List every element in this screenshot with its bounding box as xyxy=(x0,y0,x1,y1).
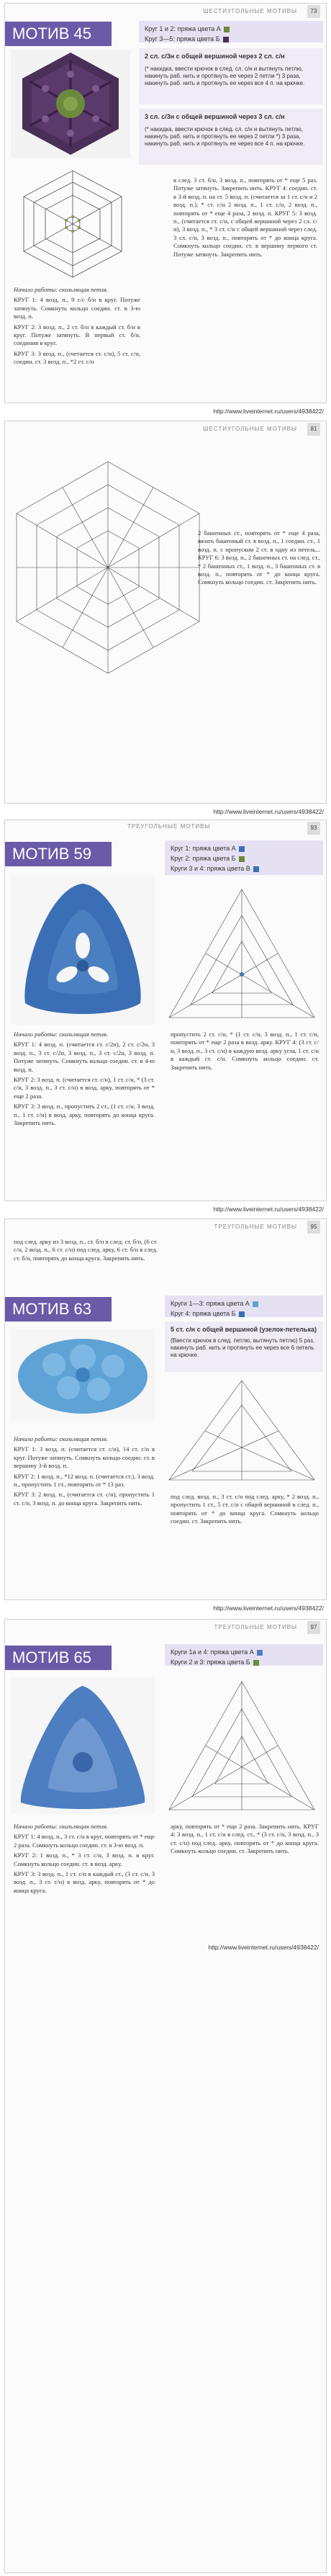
legend-line: Круги 1—3: пряжа цвета А xyxy=(171,1298,317,1309)
round-instruction: КРУГ 3: 3 возд. п., пропустить 2 ст., (1 ст. с/н, 3 возд. п., 1 ст. с/н) в возд. арку, повторять до конца круга. Закрепить нить. xyxy=(14,1103,155,1127)
instructions-left xyxy=(14,1031,155,1129)
page-title: МОТИВ 45 xyxy=(5,22,112,46)
page-chart-81 xyxy=(4,421,327,804)
instructions-left xyxy=(14,1435,155,1509)
page-number: 95 xyxy=(307,1221,320,1234)
legend-line: Круг 4: пряжа цвета Б xyxy=(171,1309,317,1319)
round-instruction: 2 башенных ст., повторять от * еще 4 раза, вязать башенный ст. в возд. п., 1 соедин. ст., 1 возд. п. с пропуском 2 ст. в одну из петель... КРУГ 6: 3 возд. п., 2 башенных ст. на след. ст., * 2 башенных ст., 1 возд. п., 3 башенных ст. в возд. п., повторять от * до конца круга. Сомкнуть кольцо соедин. ст. Закрепить нить. xyxy=(198,529,320,586)
running-head: ТРЕУГОЛЬНЫЕ МОТИВЫ xyxy=(214,1624,297,1630)
intro-line: Начало работы: скользящая петля. xyxy=(14,286,109,293)
page-title: МОТИВ 63 xyxy=(5,1297,112,1321)
symbol-title: 5 ст. с/н с общей вершиной (узелок-петелька) xyxy=(171,1326,317,1333)
instructions-right xyxy=(198,529,320,589)
intro-line: Начало работы: скользящая петля. xyxy=(14,1823,109,1830)
crochet-chart xyxy=(165,1677,319,1814)
page-motif-45 xyxy=(4,3,327,403)
instructions-left xyxy=(14,286,140,369)
page-number: 97 xyxy=(307,1621,320,1634)
symbol-text: (* накидка, ввести крючок в след. сл. с/н и вытянуть петлю, накинуть раб. нить и протянуть ее через 2 петли *) 3 раза, накинуть раб. нить и протянуть ее через все 4 п. на крючке. xyxy=(145,66,305,86)
yarn-legend xyxy=(139,21,323,42)
yarn-legend xyxy=(165,840,323,875)
running-head: ТРЕУГОЛЬНЫЕ МОТИВЫ xyxy=(214,1224,297,1230)
instructions-right xyxy=(173,176,317,261)
yarn-legend xyxy=(165,1644,323,1666)
source-link[interactable]: http://www.liveinternet.ru/users/4938422/ xyxy=(213,408,324,415)
source-link[interactable]: http://www.liveinternet.ru/users/4938422/ xyxy=(213,1206,324,1213)
page-number: 81 xyxy=(307,423,320,436)
round-instruction: КРУГ 1: 3 возд. п. (считается ст. с/н), 14 ст. с/н в круг. Потуже затянуть. Сомкнуть кольцо соедин. ст. в вершину 3-й возд. п. xyxy=(14,1445,155,1470)
page-title: МОТИВ 65 xyxy=(5,1646,112,1670)
symbol-text: (Ввести крючок в след. петлю, вытянуть петлю) 5 раз, накинуть раб. нить и протянуть ее через все 6 петель на крючке. xyxy=(171,1337,315,1358)
legend-line: Круг 3—5: пряжа цвета Б xyxy=(145,34,317,44)
motif-photo xyxy=(11,1329,155,1422)
round-instruction: пропустить 2 ст. с/н, * (1 ст. с/н, 3 возд. п., 1 ст. с/н, повторять от * еще 2 раза в возд. арку. КРУГ 4: (3 ст. с/н, 3 возд. п., 3 ст. с/н) в каждую возд. арку угла, 1 ст. с/н в каждый ст. с/н. Сомкнуть кольцо соедин. ст. Закрепить нить. xyxy=(171,1031,319,1071)
round-instruction: в след. 3 ст. б/н, 3 возд. п., повторять от * еще 5 раз. Потуже затянуть. Закрепить нить. КРУГ 4: соедин. ст. в 3-й возд. п. на ст. 5 возд. п. (считается за 1 ст. с/н и 2 возд. п.), * ст. с/н 2 возд. п., 1 ст. с/н, 2 возд. п., повторять от * еще 4 раза, 2 возд. п. КРУГ 5: 3 возд. п., (считается ст. с/н, с общей вершиной через 2 сл. с/н), 3 возд. п., * 3 ст. с/н с общей вершиной через след. 3 сл. с/н, 3 возд. п., повторять от * до конца круга. Сомкнуть кольцо соедин. ст. в вершину первого ст. Потуже затянуть. Закрепить нить. xyxy=(173,176,317,258)
source-link[interactable]: http://www.liveinternet.ru/users/4938422/ xyxy=(213,808,324,815)
page-motif-63 xyxy=(4,1219,327,1600)
legend-line: Круг 1 и 2: пряжа цвета А xyxy=(145,24,317,34)
round-instruction: КРУГ 2: 1 возд. п., *12 возд. п. (считается ст.), 3 возд. п., пропустить 1 ст., повторять от * 13 раз. xyxy=(14,1472,155,1489)
crochet-chart xyxy=(12,166,133,282)
intro-line: Начало работы: скользящая петля. xyxy=(14,1435,109,1442)
round-instruction: КРУГ 3: 2 возд. п., (считается ст. с/н), пропустить 1 ст. с/н, 3 возд. п. до конца круга. Закрепить нить. xyxy=(14,1491,155,1507)
symbol-box xyxy=(165,1321,323,1372)
page-number: 93 xyxy=(307,822,320,835)
instructions-right xyxy=(171,1493,319,1528)
crochet-chart xyxy=(11,456,205,679)
round-instruction: КРУГ 1: 4 возд. п., 3 ст. с/н в круг, повторять от * еще 2 раза. Сомкнуть кольцо соедин. ст. в 3-ю возд. п. xyxy=(14,1833,155,1849)
round-instruction: КРУГ 3: 3 возд. п., 1 ст. с/н в каждый ст., (3 ст. с/н, 3 возд. п., 3 ст. с/н) в возд. арку, повторять от * до конца круга. xyxy=(14,1870,155,1894)
running-head: ШЕСТИУГОЛЬНЫЕ МОТИВЫ xyxy=(203,8,297,14)
symbol-text: (* накидка, ввести крючок в след. сл. с/н и вытянуть петлю, накинуть раб. нить и протянуть ее через 2 петли *) 3 раза, накинуть раб. нить и протянуть ее через все 4 п. на крючке. xyxy=(145,126,305,147)
running-head: ТРЕУГОЛЬНЫЕ МОТИВЫ xyxy=(127,823,211,830)
legend-line: Круги 2 и 3: пряжа цвета Б xyxy=(171,1657,317,1667)
running-head: ШЕСТИУГОЛЬНЫЕ МОТИВЫ xyxy=(203,426,297,432)
source-link[interactable]: http://www.liveinternet.ru/users/4938422/ xyxy=(213,1605,324,1612)
motif-photo xyxy=(11,50,130,158)
legend-line: Круг 2: пряжа цвета Б xyxy=(171,853,317,863)
motif-photo xyxy=(11,874,155,1025)
legend-line: Круг 1: пряжа цвета А xyxy=(171,843,317,853)
round-instruction: арку, повторять от * еще 2 раза. Закрепить нить. КРУГ 4: 3 возд. п., 1 ст. с/н в след. ст., * (3 ст. с/н, 3 возд. п., 3 ст. с/н) под след. арку, повторять от * до конца круга. Сомкнуть кольцо соедин. ст. Закрепить нить. xyxy=(171,1823,319,1855)
motif-photo xyxy=(11,1677,155,1814)
instructions-left xyxy=(14,1823,155,1897)
legend-line: Круги 1а и 4: пряжа цвета А xyxy=(171,1647,317,1657)
round-instruction: КРУГ 1: 4 возд. п., 9 с/с б/н в круг. Потуже затянуть. Сомкнуть кольцо соедин. ст. в 3-ю возд. п. xyxy=(14,296,140,320)
symbol-box-a xyxy=(139,48,323,104)
symbol-title: 2 сл. с/3н с общей вершиной через 2 сл. с/н xyxy=(145,53,285,60)
round-instruction: КРУГ 1: 4 возд. п. (считается ст. с/2н), 2 ст. с/2н, 3 возд. п., 3 ст. с/2н, 3 возд. п., 3 ст. с/2н, 3 возд. п. Потуже затянуть. Сомкнуть кольцо соедин. ст. в 4-ю возд. п. xyxy=(14,1041,155,1073)
page-number: 73 xyxy=(307,5,320,18)
symbol-box-b xyxy=(139,109,323,165)
source-link[interactable]: http://www.liveinternet.ru/users/4938422/ xyxy=(208,1944,319,1951)
yarn-legend xyxy=(165,1296,323,1317)
round-instruction: КРУГ 2: 3 возд. п. (считается ст. с/н), 1 ст. с/н, * (3 ст. с/н, 3 возд. п., 3 ст. с/н) в возд. арку, повторять от * еще 2 раза. xyxy=(14,1076,155,1100)
round-instruction: КРУГ 3: 3 возд. п., (счетается ст. с/н), 5 ст. с/н, соедин. ст. 3 возд. п., *2 ст. с/н xyxy=(14,349,140,366)
instructions-right xyxy=(171,1031,319,1074)
round-instruction: КРУГ 2: 1 возд. п., * 3 ст. с/н, 3 возд. п. в круг. Сомкнуть кольцо соедин. ст. в возд. арку. xyxy=(14,1852,155,1867)
page-motif-65 xyxy=(4,1619,327,2573)
crochet-chart xyxy=(165,885,319,1022)
page-title: МОТИВ 59 xyxy=(5,842,112,866)
round-instruction: КРУГ 2: 3 возд. п., 2 ст. б/н в каждый ст. б/н в круг. Потуже затянуть. В первый ст. б/н, соединив в круг. xyxy=(14,323,140,347)
instructions-top xyxy=(14,1238,158,1265)
symbol-title: 3 сл. с/3н с общей вершиной через 3 сл. с/н xyxy=(145,113,285,120)
legend-line: Круги 3 и 4: пряжа цвета В xyxy=(171,863,317,874)
round-instruction: под след. возд. п., 3 ст. с/н под след. арку, * 2 возд. п., пропустить 1 ст., 5 ст. с/н с общей вершиной в след. п., повторять от * до конца круга. Сомкнуть кольцо соедин. ст. Закрепить нить. xyxy=(171,1493,319,1525)
crochet-chart xyxy=(165,1376,319,1484)
round-instruction: под след. арку из 3 возд. п., ст. б/н в след. ст. б/н, (6 ст. с/н, 2 возд. п., 6 ст. с/н) под след. арку, 6 ст. б/н в след. ст. б/н, повторять до конца круга. Закрепить нить. xyxy=(14,1238,158,1262)
intro-line: Начало работы: скользящая петля. xyxy=(14,1031,109,1038)
instructions-right xyxy=(171,1823,319,1858)
page-motif-59 xyxy=(4,820,327,1201)
